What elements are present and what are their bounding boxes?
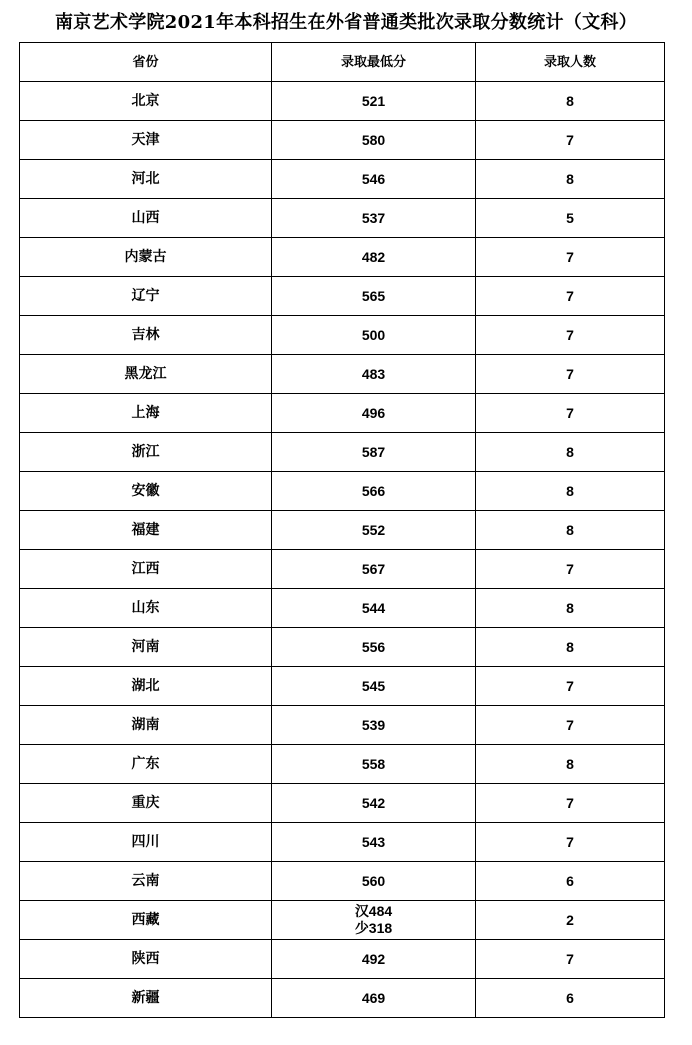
admitted-count-cell: 7 [476,394,665,433]
min-score-cell: 543 [272,823,476,862]
admitted-count-cell: 7 [476,277,665,316]
min-score-cell: 587 [272,433,476,472]
table-row [20,940,665,979]
min-score-cell: 521 [272,82,476,121]
province-cell: 上海 [20,394,272,433]
admitted-count-cell: 8 [476,745,665,784]
min-score-cell: 汉484 少318 [272,901,476,940]
min-score-cell: 567 [272,550,476,589]
admitted-count-cell: 8 [476,628,665,667]
min-score-cell: 500 [272,316,476,355]
province-cell: 河南 [20,628,272,667]
table-row [20,511,665,550]
min-score-cell: 560 [272,862,476,901]
admission-score-table [19,42,665,1018]
province-cell: 云南 [20,862,272,901]
table-body [20,82,665,1018]
table-row [20,238,665,277]
admitted-count-cell: 8 [476,433,665,472]
min-score-cell: 496 [272,394,476,433]
min-score-cell: 537 [272,199,476,238]
admitted-count-cell: 6 [476,979,665,1018]
table-row [20,550,665,589]
header-province: 省份 [20,43,272,82]
table-row [20,472,665,511]
table-row [20,199,665,238]
table-row [20,394,665,433]
min-score-cell: 483 [272,355,476,394]
admitted-count-cell: 8 [476,82,665,121]
admitted-count-cell: 7 [476,940,665,979]
province-cell: 吉林 [20,316,272,355]
table-row [20,823,665,862]
admitted-count-cell: 8 [476,511,665,550]
min-score-cell: 558 [272,745,476,784]
table-header-row [20,43,665,82]
admitted-count-cell: 8 [476,472,665,511]
table-row [20,862,665,901]
admitted-count-cell: 8 [476,160,665,199]
province-cell: 辽宁 [20,277,272,316]
table-row [20,160,665,199]
province-cell: 西藏 [20,901,272,940]
province-cell: 湖北 [20,667,272,706]
table-row [20,784,665,823]
table-row [20,121,665,160]
header-count: 录取人数 [476,43,665,82]
province-cell: 四川 [20,823,272,862]
province-cell: 浙江 [20,433,272,472]
min-score-cell: 539 [272,706,476,745]
province-cell: 新疆 [20,979,272,1018]
table-row [20,628,665,667]
table-row [20,316,665,355]
min-score-cell: 546 [272,160,476,199]
province-cell: 山西 [20,199,272,238]
province-cell: 河北 [20,160,272,199]
table-row [20,745,665,784]
province-cell: 重庆 [20,784,272,823]
min-score-cell: 552 [272,511,476,550]
province-cell: 北京 [20,82,272,121]
admitted-count-cell: 7 [476,121,665,160]
table-row [20,979,665,1018]
table-row [20,355,665,394]
province-cell: 天津 [20,121,272,160]
min-score-cell: 580 [272,121,476,160]
admitted-count-cell: 7 [476,667,665,706]
province-cell: 黑龙江 [20,355,272,394]
admitted-count-cell: 7 [476,784,665,823]
province-cell: 陕西 [20,940,272,979]
province-cell: 湖南 [20,706,272,745]
province-cell: 江西 [20,550,272,589]
province-cell: 山东 [20,589,272,628]
min-score-cell: 469 [272,979,476,1018]
min-score-cell: 482 [272,238,476,277]
admitted-count-cell: 6 [476,862,665,901]
province-cell: 安徽 [20,472,272,511]
min-score-cell: 542 [272,784,476,823]
admitted-count-cell: 7 [476,550,665,589]
admitted-count-cell: 7 [476,316,665,355]
min-score-cell: 544 [272,589,476,628]
table-row [20,901,665,940]
table-row [20,667,665,706]
min-score-cell: 565 [272,277,476,316]
table-row [20,277,665,316]
province-cell: 内蒙古 [20,238,272,277]
admitted-count-cell: 7 [476,706,665,745]
admitted-count-cell: 8 [476,589,665,628]
admitted-count-cell: 7 [476,823,665,862]
min-score-cell: 566 [272,472,476,511]
table-row [20,706,665,745]
table-row [20,433,665,472]
admitted-count-cell: 7 [476,355,665,394]
min-score-cell: 545 [272,667,476,706]
admitted-count-cell: 5 [476,199,665,238]
document-title: 南京艺术学院2021年本科招生在外省普通类批次录取分数统计（文科） [55,12,637,33]
table-row [20,82,665,121]
admitted-count-cell: 7 [476,238,665,277]
province-cell: 福建 [20,511,272,550]
header-min-score: 录取最低分 [272,43,476,82]
table-row [20,589,665,628]
min-score-cell: 492 [272,940,476,979]
min-score-cell: 556 [272,628,476,667]
province-cell: 广东 [20,745,272,784]
admitted-count-cell: 2 [476,901,665,940]
